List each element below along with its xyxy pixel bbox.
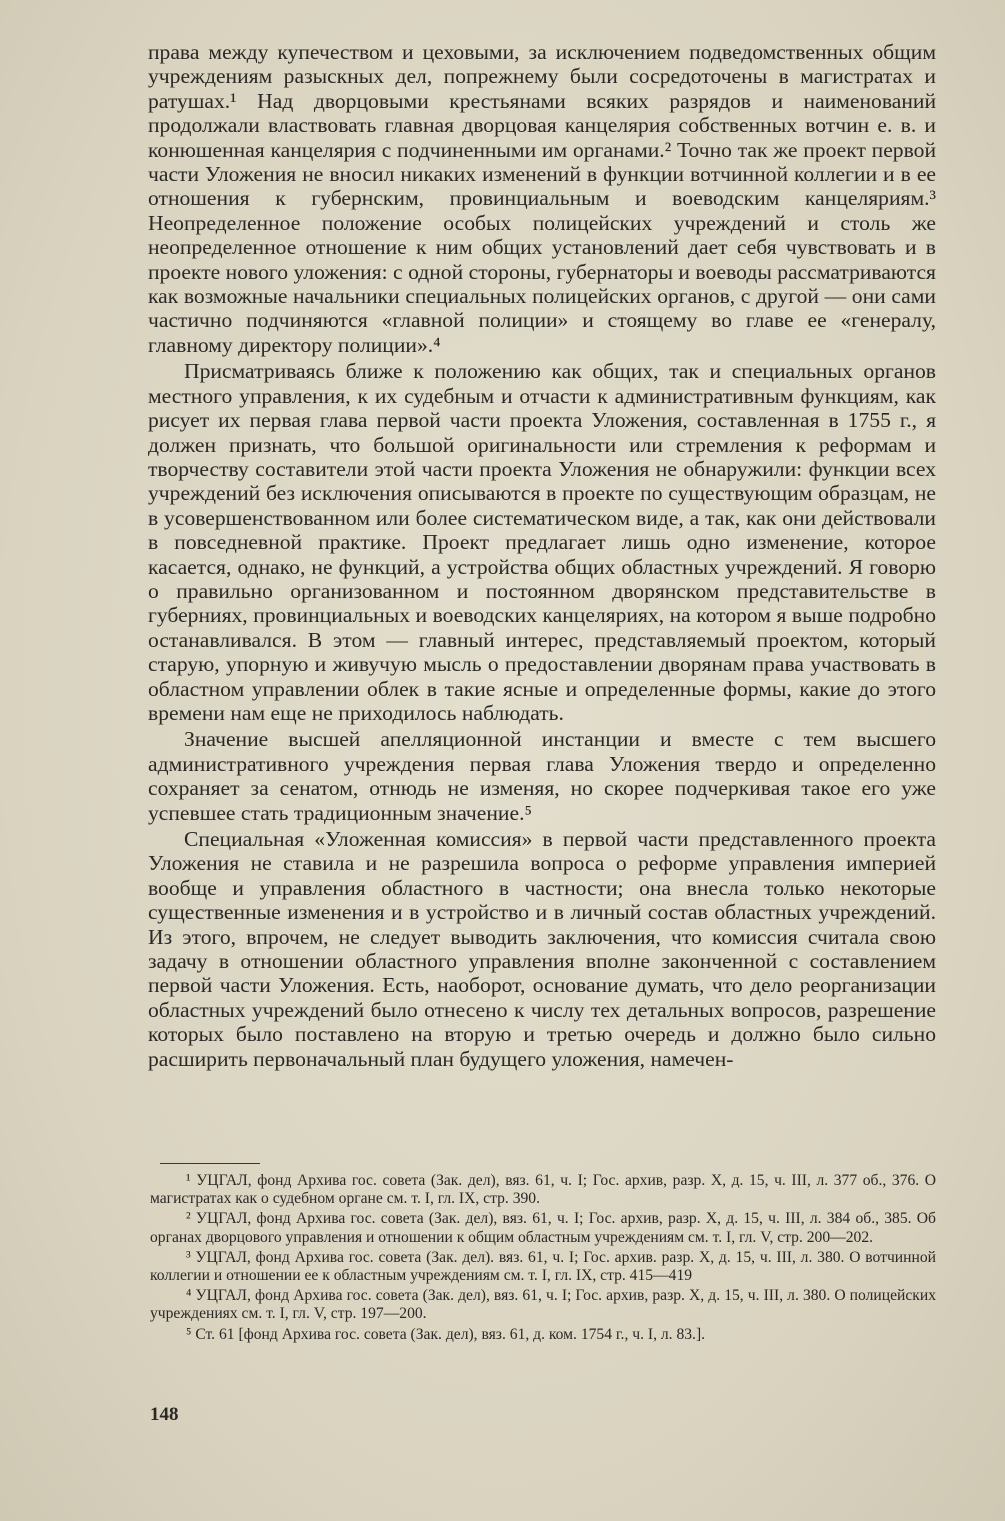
footnote-1: ¹ УЦГАЛ, фонд Архива гос. совета (Зак. дел), вяз. 61, ч. I; Гос. архив, разр. X, д. 15, ч. III, л. 377 об., 376. О магистратах как о судебном органе см. т. I, гл. IX, стр. 390.: [150, 1172, 936, 1208]
footnote-3: ³ УЦГАЛ, фонд Архива гос. совета (Зак. дел). вяз. 61, ч. I; Гос. архив. разр. X, д. 15, ч. III, л. 380. О вотчинной коллегии и отношении ее к областным учреждениям см. т. I, гл. IX, стр. 415—419: [150, 1248, 936, 1285]
paragraph: Присматриваясь ближе к положению как общих, так и специальных органов местного управления, к их судебным и отчасти к административным функциям, как рисует их первая глава первой части проекта Уложения, составленная в 1755 г., я должен признать, что большой оригинальности или стремления к реформам и творчеству составители этой части проекта Уложения не обнаружили: функции всех учреждений без исключения описываются в проекте по существующим образцам, не в усовершенствованном или более систематическом виде, а так, как они действовали в повседневной практике. Проект предлагает лишь одно изменение, которое касается, однако, не функций, а устройства общих областных учреждений. Я говорю о правильно организованном и постоянном дворянском представительстве в губерниях, провинциальных и воеводских канцеляриях, на котором я выше подробно останавливался. В этом — главный интерес, представляемый проектом, который старую, упорную и живучую мысль о предоставлении дворянам права участвовать в областном управлении облек в такие ясные и определенные формы, какие до этого времени нам еще не приходилось наблюдать.: [148, 359, 936, 725]
footnote-5: ⁵ Ст. 61 [фонд Архива гос. совета (Зак. дел), вяз. 61, д. ком. 1754 г., ч. I, л. 83.].: [186, 1325, 706, 1343]
footnotes: [150, 1172, 936, 1344]
main-text: [148, 40, 936, 1071]
page-number: 148: [150, 1404, 179, 1425]
paragraph: Специальная «Уложенная комиссия» в первой части представленного проекта Уложения не ставила и не разрешила вопроса о реформе управления империей вообще и управления областного в частности; она внесла только некоторые существенные изменения и в устройство и в личный состав областных учреждений. Из этого, впрочем, не следует выводить заключения, что комиссия считала свою задачу в отношении областного управления вполне законченной с составлением первой части Уложения. Есть, наоборот, основание думать, что дело реорганизации областных учреждений было отнесено к числу тех детальных вопросов, разрешение которых было поставлено на вторую и третью очередь и должно было сильно расширить первоначальный план будущего уложения, намечен-: [148, 827, 936, 1071]
footnote-divider: [160, 1163, 260, 1164]
paragraph-continuation: права между купечеством и цеховыми, за исключением подведомственных общим учреждениям разыскных дел, попрежнему были сосредоточены в магистратах и ратушах.¹ Над дворцовыми крестьянами всяких разрядов и наименований продолжали властвовать главная дворцовая канцелярия собственных вотчин е. в. и конюшенная канцелярия с подчиненными им органами.² Точно так же проект первой части Уложения не вносил никаких изменений в функции вотчинной коллегии и в ее отношения к губернским, провинциальным и воеводским канцеляриям.³ Неопределенное положение особых полицейских учреждений и столь же неопределенное отношение к ним общих установлений дает себя чувствовать и в проекте нового уложения: с одной стороны, губернаторы и воеводы рассматриваются как возможные начальники специальных полицейских органов, с другой — они сами частично подчиняются «главной полиции» и стоящему во главе ее «генералу, главному директору полиции».⁴: [148, 40, 936, 357]
footnote-2: ² УЦГАЛ, фонд Архива гос. совета (Зак. дел), вяз. 61, ч. I; Гос. архив, разр. X, д. 15, ч. III, л. 384 об., 385. Об органах дворцового управления и отношении к общим областным учреждениям см. т. I, гл. V, стр. 200—202.: [150, 1210, 936, 1246]
footnote-4: ⁴ УЦГАЛ, фонд Архива гос. совета (Зак. дел), вяз. 61, ч. I; Гос. архив, разр. X, д. 15, ч. III, л. 380. О полицейских учреждениях см. т. I, гл. V, стр. 197—200.: [150, 1287, 936, 1323]
paragraph: Значение высшей апелляционной инстанции и вместе с тем высшего административного учреждения первая глава Уложения твердо и определенно сохраняет за сенатом, отнюдь не изменяя, но скорее подчеркивая такое его уже успевшее стать традиционным значение.⁵: [148, 727, 936, 825]
